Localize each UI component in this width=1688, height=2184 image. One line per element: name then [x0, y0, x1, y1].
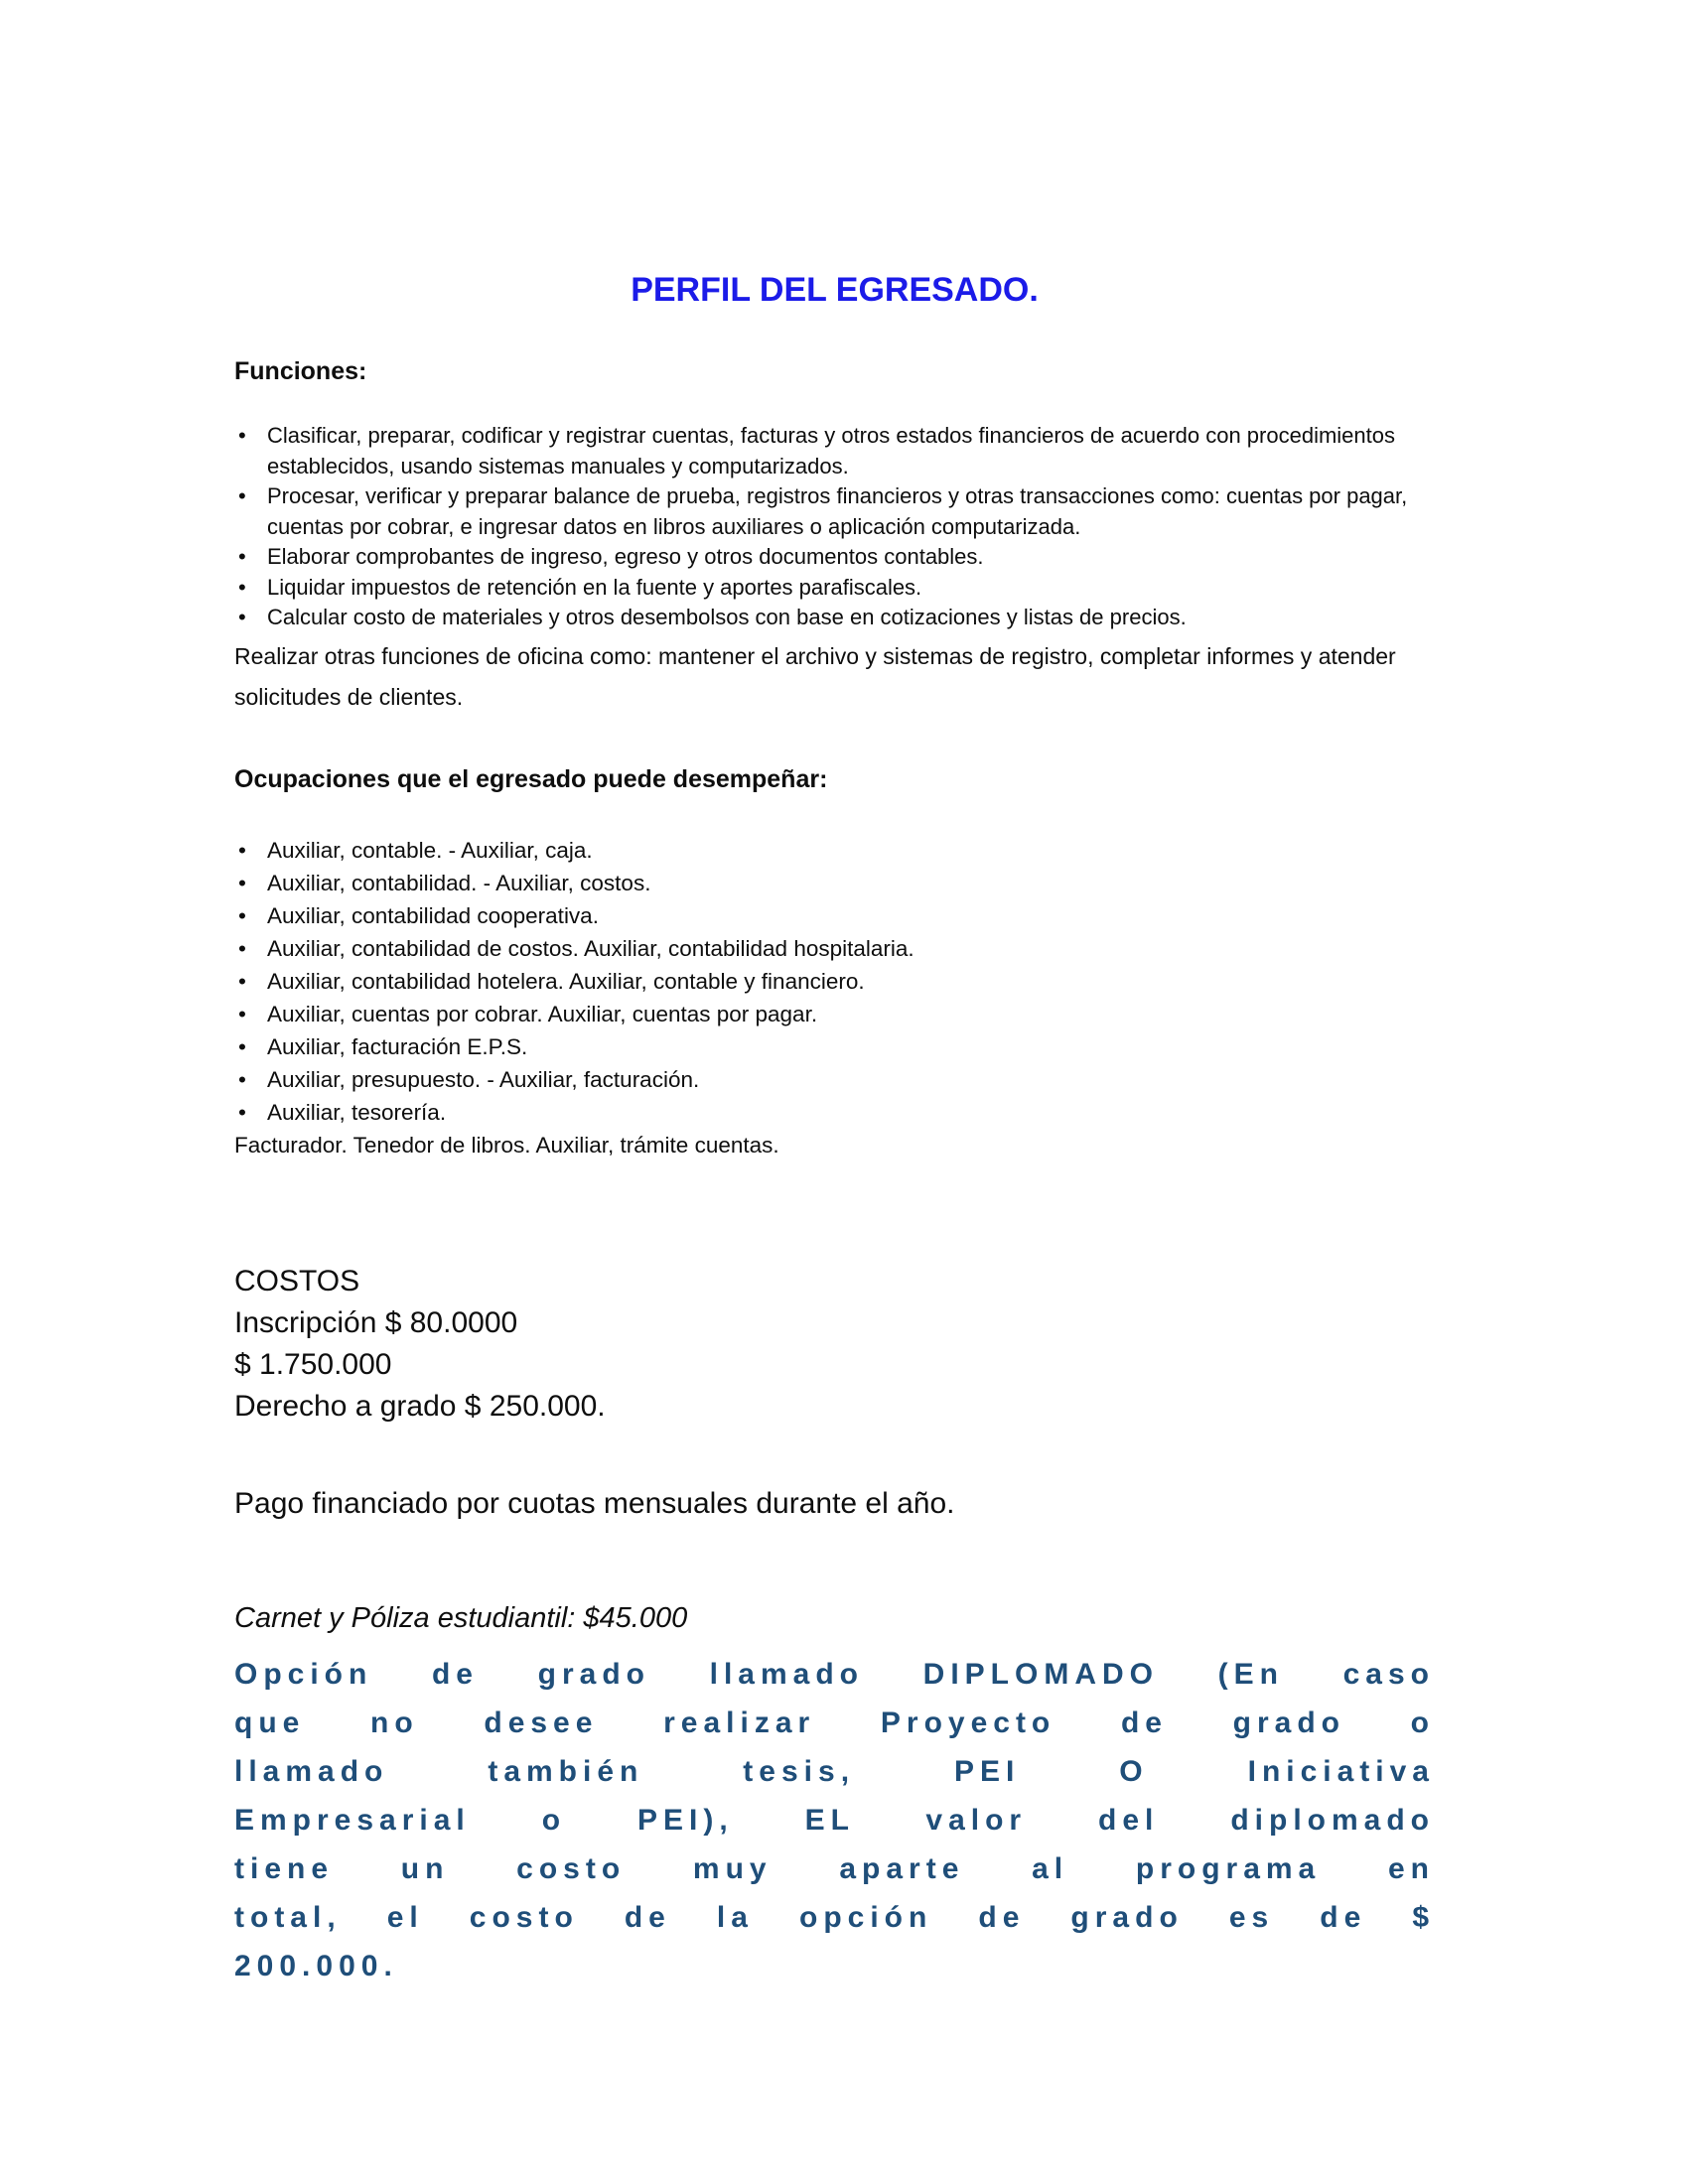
- ocupaciones-heading: Ocupaciones que el egresado puede desempeñar:: [234, 764, 828, 793]
- pago-financiado-text: Pago financiado por cuotas mensuales durante el año.: [234, 1486, 955, 1520]
- funciones-item: • Clasificar, preparar, codificar y registrar cuentas, facturas y otros estados financieros de acuerdo con procedimientos establecidos, usando sistemas manuales y computarizados.: [234, 421, 1435, 481]
- ocupaciones-list: [234, 834, 1435, 1129]
- diplomado-line: llamado también tesis, PEI O Iniciativa: [234, 1754, 1435, 1788]
- costos-inscripcion: Inscripción $ 80.0000: [234, 1305, 518, 1339]
- ocupaciones-closing: Facturador. Tenedor de libros. Auxiliar, trámite cuentas.: [234, 1132, 779, 1158]
- funciones-closing: Realizar otras funciones de oficina como: mantener el archivo y sistemas de registro, completar informes y atender solicitudes de clientes.: [234, 642, 1396, 710]
- costos-derecho-grado: Derecho a grado $ 250.000.: [234, 1389, 606, 1423]
- funciones-item: • Liquidar impuestos de retención en la fuente y aportes parafiscales.: [234, 573, 1435, 604]
- funciones-item: • Elaborar comprobantes de ingreso, egreso y otros documentos contables.: [234, 542, 1435, 573]
- funciones-item: • Procesar, verificar y preparar balance de prueba, registros financieros y otras transacciones como: cuentas por pagar, cuentas por cobrar, e ingresar datos en libros auxiliares o aplicación computarizada.: [234, 481, 1435, 542]
- ocupaciones-item: • Auxiliar, facturación E.P.S.: [234, 1030, 1435, 1063]
- ocupaciones-item: • Auxiliar, contabilidad de costos. Auxiliar, contabilidad hospitalaria.: [234, 932, 1435, 965]
- funciones-list: [234, 421, 1435, 633]
- diplomado-line: Empresarial o PEI), EL valor del diplomado: [234, 1803, 1435, 1837]
- ocupaciones-item: • Auxiliar, presupuesto. - Auxiliar, facturación.: [234, 1063, 1435, 1096]
- ocupaciones-item: • Auxiliar, tesorería.: [234, 1096, 1435, 1129]
- carnet-poliza-text: Carnet y Póliza estudiantil: $45.000: [234, 1601, 688, 1634]
- ocupaciones-item: • Auxiliar, contable. - Auxiliar, caja.: [234, 834, 1435, 867]
- ocupaciones-item: • Auxiliar, contabilidad hotelera. Auxiliar, contable y financiero.: [234, 965, 1435, 998]
- ocupaciones-item: • Auxiliar, cuentas por cobrar. Auxiliar, cuentas por pagar.: [234, 998, 1435, 1030]
- page-title: PERFIL DEL EGRESADO.: [631, 271, 1039, 309]
- ocupaciones-item: • Auxiliar, contabilidad. - Auxiliar, costos.: [234, 867, 1435, 899]
- funciones-item: • Calcular costo de materiales y otros desembolsos con base en cotizaciones y listas de precios.: [234, 603, 1435, 633]
- diplomado-line: tiene un costo muy aparte al programa en: [234, 1851, 1435, 1885]
- diplomado-paragraph: [234, 1650, 1435, 1990]
- diplomado-line: 200.000.: [234, 1949, 398, 1982]
- diplomado-line: total, el costo de la opción de grado es de $: [234, 1900, 1435, 1934]
- costos-title: COSTOS: [234, 1264, 360, 1297]
- ocupaciones-item: • Auxiliar, contabilidad cooperativa.: [234, 899, 1435, 932]
- funciones-heading: Funciones:: [234, 357, 367, 385]
- costos-matricula: $ 1.750.000: [234, 1347, 392, 1381]
- costos-block: [234, 1261, 1435, 1428]
- diplomado-line: Opción de grado llamado DIPLOMADO (En caso: [234, 1657, 1435, 1691]
- diplomado-line: que no desee realizar Proyecto de grado o: [234, 1706, 1435, 1739]
